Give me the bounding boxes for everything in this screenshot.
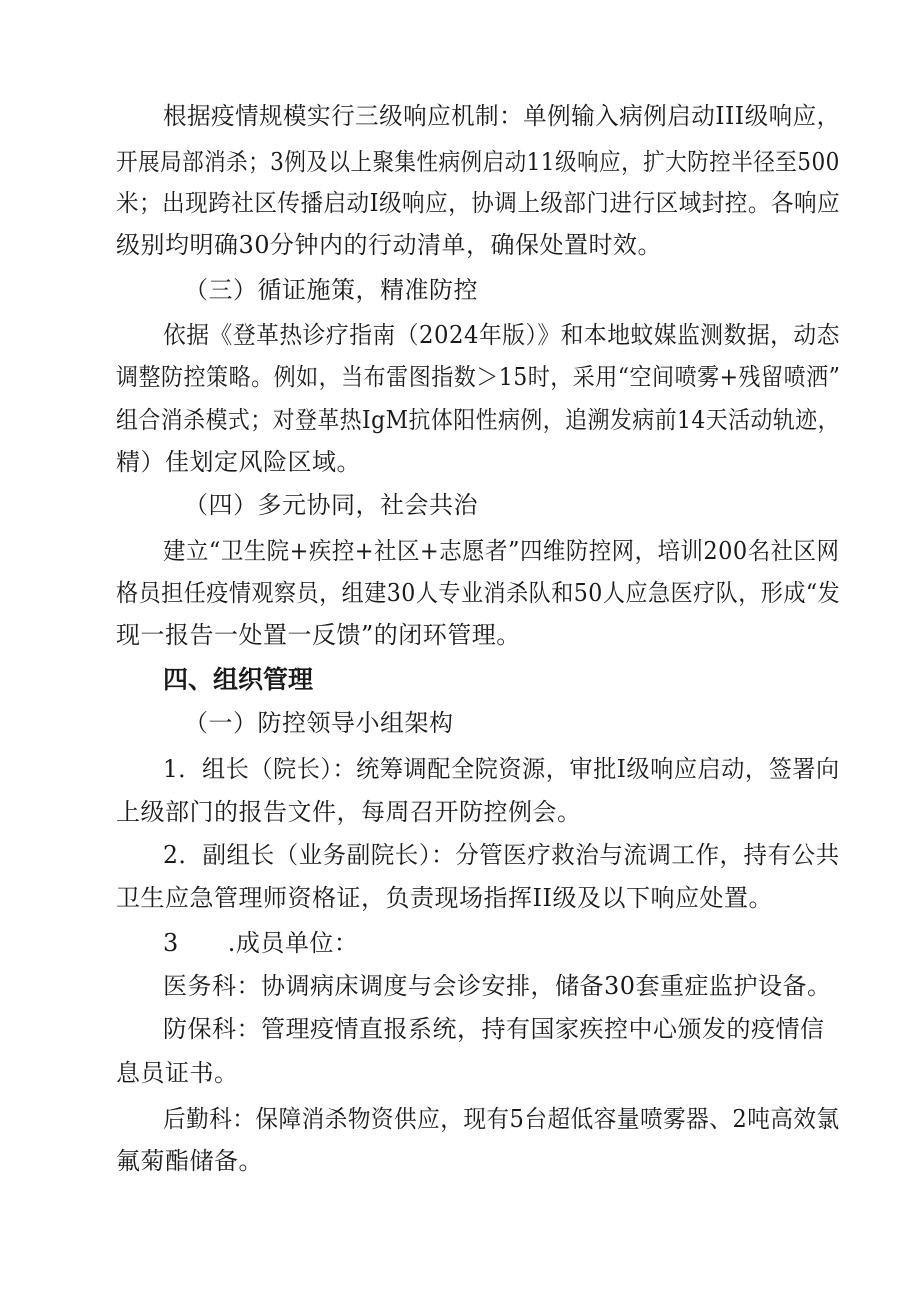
deputy-leader-line-1: 2．副组长（业务副院长）：分管医疗救治与流调工作，持有公共 [163, 841, 840, 869]
prevention-dept-line-2: 息员证书。 [116, 1059, 239, 1087]
organization-management-heading: 四、组织管理 [163, 665, 314, 694]
member-units-title: 3 .成员单位： [163, 929, 359, 957]
collaboration-line-2: 格员担任疫情观察员，组建30人专业消杀队和50人应急医疗队，形成“发 [116, 579, 841, 607]
logistics-dept-line-1: 后勤科：保障消杀物资供应，现有5台超低容量喷雾器、2吨高效氯 [163, 1105, 840, 1133]
team-leader-line-2: 上级部门的报告文件，每周召开防控例会。 [116, 798, 582, 826]
section-4-title: （四）多元协同，社会共治 [184, 491, 478, 519]
response-mechanism-line-3: 米；出现跨社区传播启动I级响应，协调上级部门进行区域封控。各响应 [116, 189, 841, 217]
response-mechanism-line-2: 开展局部消杀；3例及以上聚集性病例启动11级响应，扩大防控半径至500 [116, 148, 840, 176]
collaboration-line-1: 建立“卫生院+疾控+社区+志愿者”四维防控网，培训200名社区网 [163, 537, 840, 565]
logistics-dept-line-2: 氟菊酯储备。 [116, 1147, 263, 1175]
evidence-policy-line-1: 依据《登革热诊疗指南（2024年版）》和本地蚊媒监测数据，动态 [163, 321, 840, 349]
leadership-group-title: （一）防控领导小组架构 [184, 709, 454, 737]
medical-affairs-line: 医务科：协调病床调度与会诊安排，储备30套重症监护设备。 [163, 972, 832, 1000]
section-3-title: （三）循证施策，精准防控 [184, 276, 478, 304]
collaboration-line-3: 现一报告一处置一反馈”的闭环管理。 [116, 621, 521, 649]
prevention-dept-line-1: 防保科：管理疫情直报系统，持有国家疾控中心颁发的疫情信 [163, 1015, 825, 1043]
response-mechanism-line-4: 级别均明确30分钟内的行动清单，确保处置时效。 [116, 231, 663, 259]
deputy-leader-line-2: 卫生应急管理师资格证，负责现场指挥II级及以下响应处置。 [116, 884, 773, 912]
response-mechanism-line-1: 根据疫情规模实行三级响应机制：单例输入病例启动III级响应， [163, 102, 841, 130]
evidence-policy-line-4: 精）佳划定风险区域。 [116, 448, 361, 476]
evidence-policy-line-2: 调整防控策略。例如，当布雷图指数＞15时，采用“空间喷雾+残留喷洒” [116, 363, 841, 391]
team-leader-line-1: 1．组长（院长）：统筹调配全院资源，审批I级响应启动，签署向 [163, 755, 840, 783]
evidence-policy-line-3: 组合消杀模式；对登革热IgM抗体阳性病例，追溯发病前14天活动轨迹， [116, 406, 840, 434]
